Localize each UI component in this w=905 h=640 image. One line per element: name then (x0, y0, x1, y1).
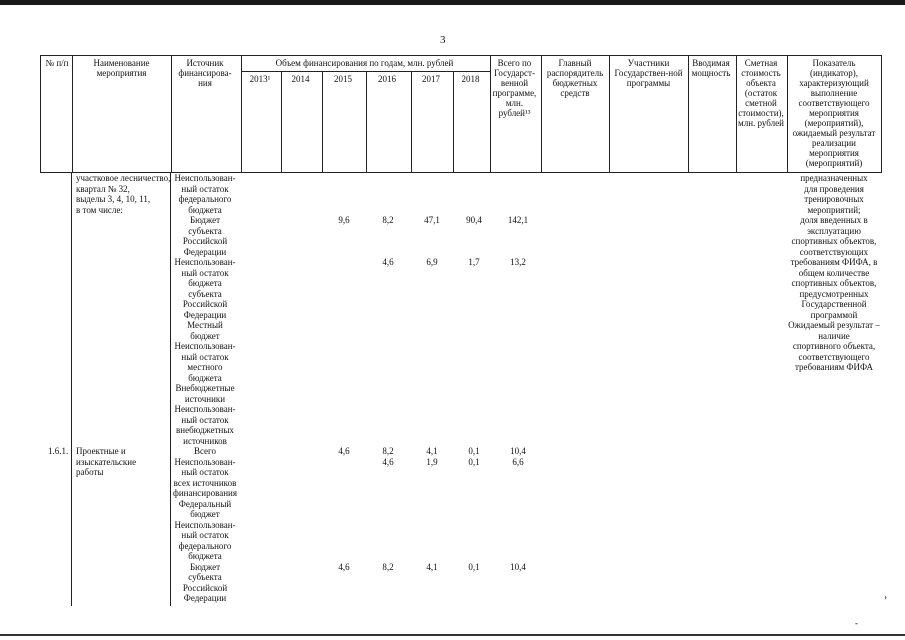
dot-mark: - (855, 618, 858, 628)
indicator-line: соответствующего (798, 351, 870, 362)
value-cell: 4,1 (426, 561, 438, 572)
source-line: ный остаток (181, 530, 229, 540)
value-cell: 8,2 (382, 446, 394, 456)
header-cost: Сметная стоимость объекта (остаток сметной стоимости), млн. рублей (738, 58, 784, 128)
indicator-line: предназначенных (800, 173, 868, 183)
source-line: субъекта (188, 572, 222, 582)
value-cell: 10,4 (510, 561, 526, 572)
header-participants: Участники Государствен-ной программы (614, 58, 683, 88)
value-cell: 90,4 (466, 215, 482, 225)
value-cell: 6,9 (426, 257, 438, 267)
source-line: Неиспользован- (174, 257, 236, 267)
header-total: Всего по Государст-венной программе, млн. рублей¹³ (492, 58, 537, 118)
value-cell: 0,1 (468, 446, 480, 456)
source-line: бюджет (190, 509, 220, 519)
activity-name-line: Проектные и (76, 446, 126, 456)
header-volume: Объем финансирования по годам, млн. рублей (275, 58, 454, 68)
source-line: Неиспользован- (174, 404, 236, 414)
source-line: источников (183, 435, 227, 446)
source-line: федерального (178, 540, 232, 551)
indicator-line: программой (810, 309, 858, 320)
indicator-line: общем количестве (798, 267, 870, 278)
source-line: Федерации (183, 593, 227, 603)
source-line: Неиспользован- (174, 341, 236, 351)
indicator-line: спортивного объекта, (792, 341, 876, 351)
value-cell: 4,6 (382, 456, 394, 467)
source-line: Российской (182, 299, 228, 309)
source-line: бюджет (190, 330, 220, 341)
indicator-line: доля введенных в (800, 215, 868, 225)
source-line: Местный (187, 320, 223, 330)
source-line: финансирования (173, 488, 237, 498)
value-cell: 1,7 (468, 257, 480, 267)
value-cell: 0,1 (468, 561, 480, 572)
value-cell: 142,1 (507, 215, 529, 225)
source-line: Российской (182, 582, 228, 593)
value-cell: 9,6 (338, 215, 350, 225)
source-line: бюджета (188, 278, 222, 288)
source-line: Федерации (183, 246, 227, 257)
value-cell: 8,2 (382, 561, 394, 572)
value-cell: 4,6 (338, 446, 350, 456)
source-line: Бюджет (189, 215, 221, 225)
source-line: Федерации (183, 309, 227, 320)
header-indicator: Показатель (индикатор), характеризующий выполнение соответствующего мероприятия (мероприятий), ожидаемый результат реализации мероприятия (мероприятий) (792, 58, 876, 168)
header-year-2013: 2013¹ (249, 74, 271, 84)
source-line: ный остаток (181, 414, 229, 425)
top-border (0, 0, 905, 5)
header-year-2018: 2018 (461, 74, 480, 84)
source-line: субъекта (188, 225, 222, 236)
row-number: 1.6.1. (48, 446, 69, 456)
indicator-line: Государственной (801, 299, 867, 309)
source-line: внебюджетных (176, 425, 234, 435)
source-line: ный остаток (181, 467, 229, 477)
page-number: 3 (440, 34, 446, 46)
source-line: Федеральный (178, 498, 232, 509)
header-year-2014: 2014 (291, 74, 310, 84)
source-line: Внебюджетные (175, 383, 235, 393)
bottom-border (0, 634, 905, 636)
indicator-line: требованиям ФИФА (794, 362, 874, 372)
indicator-line: соответствующих (799, 246, 869, 257)
activity-name-line: работы (76, 467, 104, 477)
activity-name-line: участковое лесничество, (76, 173, 171, 183)
value-cell: 8,2 (382, 215, 394, 225)
header-year-2015: 2015 (334, 74, 352, 84)
value-cell: 4,6 (338, 561, 350, 572)
value-cell: 6,6 (512, 456, 524, 467)
source-line: федерального (178, 194, 232, 204)
source-line: Неиспользован- (174, 519, 236, 530)
source-line: ный остаток (181, 351, 229, 362)
value-cell: 47,1 (424, 215, 440, 225)
source-line: источники (184, 393, 226, 404)
indicator-line: Ожидаемый результат – (788, 320, 880, 330)
indicator-line: для проведения (804, 183, 864, 194)
header-manager: Главный распорядитель бюджетных средств (546, 58, 604, 98)
source-line: субъекта (188, 288, 222, 299)
activity-name-line: в том числе: (76, 204, 123, 215)
source-line: всех источников (173, 477, 237, 488)
value-cell: 1,9 (426, 456, 438, 467)
indicator-line: спортивных объектов, (791, 278, 877, 288)
source-line: Неиспользован- (174, 173, 236, 183)
value-cell: 4,6 (382, 257, 394, 267)
indicator-line: мероприятий; (807, 204, 861, 215)
header-year-2016: 2016 (378, 74, 396, 84)
value-cell: 4,1 (426, 446, 438, 456)
value-cell: 0,1 (468, 456, 480, 467)
indicator-line: тренировочных (804, 194, 864, 204)
indicator-line: требованиям ФИФА, в (790, 257, 878, 267)
value-cell: 13,2 (510, 257, 526, 267)
header-source: Источник финансирова-ния (178, 58, 232, 88)
header-year-2017: 2017 (422, 74, 440, 84)
source-line: Бюджет (189, 561, 221, 572)
activity-name-line: квартал № 32, (76, 183, 130, 194)
source-line: бюджета (188, 551, 222, 561)
source-line: Неиспользован- (174, 456, 236, 467)
source-line: Российской (182, 236, 228, 246)
source-line: бюджета (188, 372, 222, 383)
source-line: местного (187, 362, 223, 372)
header-no: № п/п (45, 58, 69, 68)
header-capacity: Вводимая мощность (691, 58, 731, 78)
activity-name-line: изыскательские (76, 456, 137, 467)
header-name: Наименование мероприятия (93, 58, 150, 78)
source-line: ный остаток (181, 183, 229, 194)
value-cell: 10,4 (510, 446, 526, 456)
source-line: Всего (193, 446, 217, 456)
indicator-line: предусмотренных (799, 288, 869, 299)
source-line: бюджета (188, 204, 222, 215)
indicator-line: эксплуатацию (807, 225, 861, 236)
indicator-line: спортивных объектов, (791, 236, 877, 246)
indicator-line: наличие (818, 330, 850, 341)
arrow-mark: › (884, 592, 887, 602)
activity-name-line: выделы 3, 4, 10, 11, (76, 194, 151, 204)
source-line: ный остаток (181, 267, 229, 278)
